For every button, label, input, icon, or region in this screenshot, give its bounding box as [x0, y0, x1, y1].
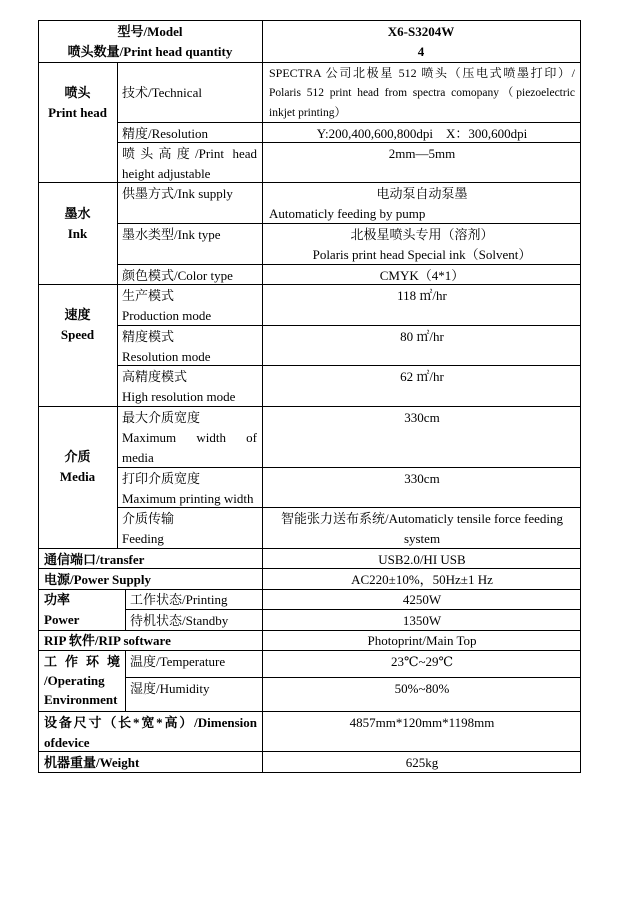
printing-state-label-cell: [126, 590, 263, 610]
ink-type-label: 墨水类型/Ink type: [122, 227, 221, 242]
ink-category-cell: [39, 183, 118, 285]
temperature-label: 温度/Temperature: [130, 654, 226, 669]
transfer-label-cell: [39, 549, 263, 569]
technical-label: 技术/Technical: [122, 85, 202, 100]
media-category-en: Media: [59, 469, 96, 484]
dimension-value-cell: [263, 712, 581, 752]
dimension-label: 设备尺寸（长*宽*高）/Dimension ofdevice: [44, 715, 257, 750]
humidity-value-cell: [263, 678, 581, 712]
speed-category-cn: 速度: [64, 307, 91, 322]
weight-value-cell: [263, 752, 581, 773]
resolution-label: 精度/Resolution: [122, 126, 208, 141]
environment-category-cell: [39, 651, 126, 712]
high-resolution-mode-label-cn: 高精度模式: [122, 369, 188, 384]
power-category-cn: 功率: [44, 592, 71, 607]
power-supply-value-cell: [263, 569, 581, 590]
ink-type-value-cn: 北极星喷头专用（溶剂）: [350, 227, 494, 242]
feeding-label-cell: [118, 508, 263, 549]
power-supply-value: AC220±10%，50Hz±1 Hz: [351, 572, 493, 587]
ink-supply-value-cell: [263, 183, 581, 224]
temperature-value: 23℃~29℃: [390, 654, 454, 669]
technical-value-cn: SPECTRA 公司北极星 512 喷头（压电式喷墨打印）/: [269, 66, 575, 80]
rip-software-label: RIP 软件/RIP software: [44, 633, 171, 648]
speed-category-cell: [39, 285, 118, 407]
humidity-label: 湿度/Humidity: [130, 681, 210, 696]
print-head-quantity-label: 喷头数量/Print head quantity: [67, 44, 233, 59]
resolution-value-cell: [263, 123, 581, 143]
printing-width-value-cell: [263, 468, 581, 508]
color-type-value: CMYK（4*1）: [379, 268, 465, 283]
dimension-value: 4857mm*120mm*1198mm: [349, 715, 495, 730]
ink-supply-value-en: Automaticly feeding by pump: [269, 206, 426, 221]
resolution-mode-value: 80 ㎡/hr: [400, 329, 444, 344]
humidity-label-cell: [126, 678, 263, 712]
feeding-label-cn: 介质传输: [122, 511, 175, 526]
printing-width-label-en: Maximum printing width: [122, 491, 254, 506]
production-mode-value: 118 ㎡/hr: [397, 288, 447, 303]
feeding-value-cell: [263, 508, 581, 549]
ink-type-value-cell: [263, 224, 581, 265]
resolution-label-cell: [118, 123, 263, 143]
ink-type-value-en: Polaris print head Special ink（Solvent）: [312, 247, 532, 262]
feeding-label-en: Feeding: [122, 531, 164, 546]
power-category-en: Power: [44, 612, 80, 627]
height-value-cell: [263, 143, 581, 183]
printing-width-label-cell: [118, 468, 263, 508]
print-head-category-cell: [39, 63, 118, 183]
weight-label: 机器重量/Weight: [44, 755, 140, 770]
rip-software-value-cell: [263, 631, 581, 651]
standby-state-value: 1350W: [402, 613, 442, 628]
dimension-label-cell: [39, 712, 263, 752]
print-head-category-en: Print head: [48, 105, 107, 120]
resolution-mode-label-cn: 精度模式: [122, 329, 175, 344]
power-category-cell: [39, 590, 126, 631]
high-resolution-mode-value-cell: [263, 366, 581, 407]
transfer-value-cell: [263, 549, 581, 569]
max-media-width-label-en: Maximum width of media: [122, 430, 257, 465]
power-supply-label: 电源/Power Supply: [44, 572, 152, 587]
standby-state-value-cell: [263, 610, 581, 631]
media-category-cell: [39, 407, 118, 549]
resolution-mode-value-cell: [263, 326, 581, 366]
standby-state-label-cell: [126, 610, 263, 631]
ink-supply-value-cn: 电动泵自动泵墨: [376, 186, 468, 201]
print-head-category-cn: 喷头: [64, 85, 91, 100]
media-category-cn: 介质: [64, 449, 91, 464]
header-value-cell: [263, 21, 581, 63]
rip-software-value: Photoprint/Main Top: [367, 633, 477, 648]
production-mode-label-cell: [118, 285, 263, 326]
ink-category-en: Ink: [67, 226, 88, 241]
ink-type-label-cell: [118, 224, 263, 265]
color-type-label-cell: [118, 265, 263, 285]
temperature-label-cell: [126, 651, 263, 678]
weight-label-cell: [39, 752, 263, 773]
high-resolution-mode-value: 62 ㎡/hr: [400, 369, 444, 384]
model-label: 型号/Model: [117, 24, 183, 39]
model-value: X6-S3204W: [387, 24, 455, 39]
printing-state-value: 4250W: [402, 592, 442, 607]
height-value: 2mm—5mm: [388, 146, 456, 161]
production-mode-value-cell: [263, 285, 581, 326]
environment-category: 工作环境 /Operating Environment: [44, 654, 120, 707]
resolution-value: Y:200,400,600,800dpi X：300,600dpi: [316, 126, 528, 141]
max-media-width-value-cell: [263, 407, 581, 468]
resolution-mode-label-cell: [118, 326, 263, 366]
max-media-width-value: 330cm: [404, 410, 440, 425]
production-mode-label-en: Production mode: [122, 308, 212, 323]
power-supply-label-cell: [39, 569, 263, 590]
printing-width-value: 330cm: [404, 471, 440, 486]
printing-state-value-cell: [263, 590, 581, 610]
humidity-value: 50%~80%: [394, 681, 450, 696]
transfer-label: 通信端口/transfer: [44, 552, 145, 567]
color-type-label: 颜色模式/Color type: [122, 268, 233, 283]
ink-supply-label: 供墨方式/Ink supply: [122, 186, 233, 201]
transfer-value: USB2.0/HI USB: [378, 552, 466, 567]
high-resolution-mode-label-en: High resolution mode: [122, 389, 236, 404]
color-type-value-cell: [263, 265, 581, 285]
production-mode-label-cn: 生产模式: [122, 288, 175, 303]
high-resolution-mode-label-cell: [118, 366, 263, 407]
standby-state-label: 待机状态/Standby: [130, 613, 229, 628]
ink-category-cn: 墨水: [64, 206, 91, 221]
height-label-cell: [118, 143, 263, 183]
printing-state-label: 工作状态/Printing: [130, 592, 228, 607]
height-label: 喷头高度/Print head height adjustable: [122, 146, 257, 181]
technical-value-en: Polaris 512 print head from spectra comopany（piezoelectric inkjet printing）: [269, 87, 575, 119]
technical-value-cell: [263, 63, 581, 123]
feeding-value: 智能张力送布系统/Automaticly tensile force feeding system: [281, 511, 563, 546]
printing-width-label-cn: 打印介质宽度: [122, 471, 201, 486]
weight-value: 625kg: [405, 755, 439, 770]
print-head-quantity-value: 4: [417, 44, 425, 59]
max-media-width-label-cn: 最大介质宽度: [122, 410, 201, 425]
technical-label-cell: [118, 63, 263, 123]
spec-table: [38, 20, 581, 773]
header-label-cell: [39, 21, 263, 63]
max-media-width-label-cell: [118, 407, 263, 468]
rip-software-label-cell: [39, 631, 263, 651]
speed-category-en: Speed: [60, 327, 95, 342]
ink-supply-label-cell: [118, 183, 263, 224]
resolution-mode-label-en: Resolution mode: [122, 349, 211, 364]
temperature-value-cell: [263, 651, 581, 678]
